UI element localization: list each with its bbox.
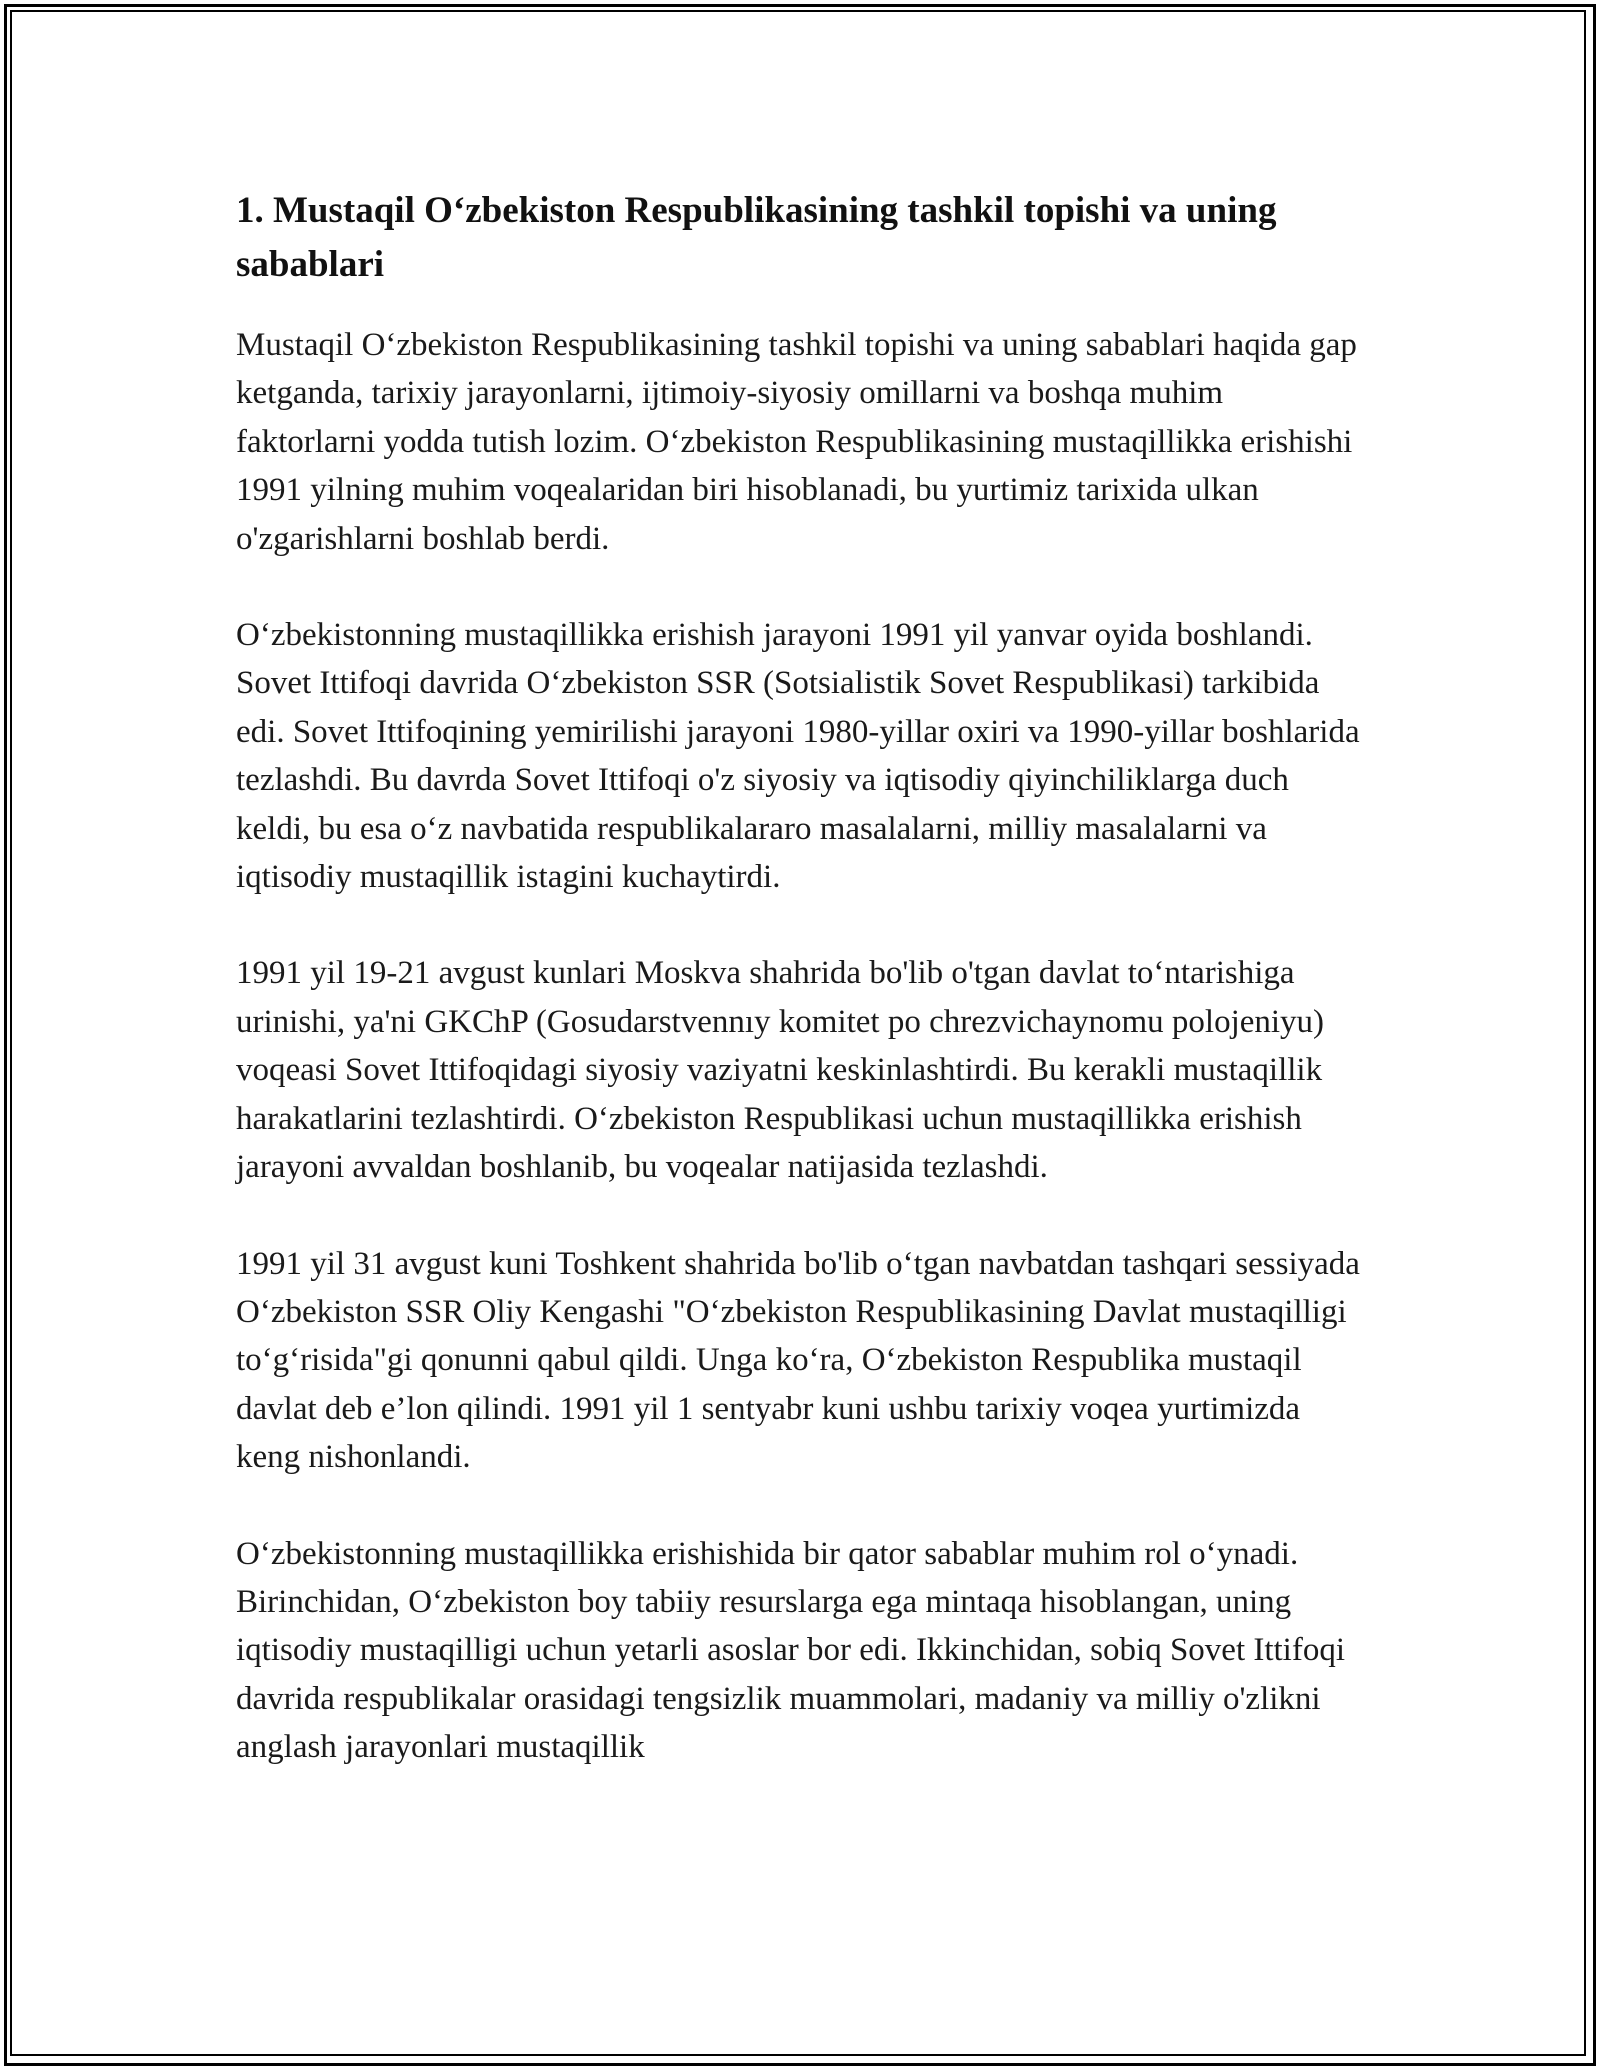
paragraph-independence-process: O‘zbekistonning mustaqillikka erishish jarayoni 1991 yil yanvar oyida boshlandi. Sovet Ittifoqi davrida O‘zbekiston SSR (Sotsialistik Sovet Respublikasi) tarkibida edi. Sovet Ittifoqining yemirilishi jarayoni 1980-yillar oxiri va 1990-yillar boshlarida tezlashdi. Bu davrda Sovet Ittifoqi o'z siyosiy va iqtisodiy qiyinchiliklarga duch keldi, bu esa o‘z navbatida respublikalararo masalalarni, milliy masalalarni va iqtisodiy mustaqillik istagini kuchaytirdi. bbox=[236, 617, 1360, 896]
document-body bbox=[236, 184, 1366, 1820]
paragraph-intro: Mustaqil O‘zbekiston Respublikasining tashkil topishi va uning sabablari haqida gap ketganda, tarixiy jarayonlarni, ijtimoiy-siyosiy omillarni va boshqa muhim faktorlarni yodda tutish lozim. O‘zbekiston Respublikasining mustaqillikka erishishi 1991 yilning muhim voqealaridan biri hisoblanadi, bu yurtimiz tarixida ulkan o'zgarishlarni boshlab berdi. bbox=[236, 327, 1357, 557]
paragraph-declaration: 1991 yil 31 avgust kuni Toshkent shahrida bo'lib o‘tgan navbatdan tashqari sessiyada O‘zbekiston SSR Oliy Kengashi "O‘zbekiston Respublikasining Davlat mustaqilligi to‘g‘risida"gi qonunni qabul qildi. Unga ko‘ra, O‘zbekiston Respublika mustaqil davlat deb e’lon qilindi. 1991 yil 1 sentyabr kuni ushbu tarixiy voqea yurtimizda keng nishonlandi. bbox=[236, 1245, 1360, 1476]
paragraph-august-coup: 1991 yil 19-21 avgust kunlari Moskva shahrida bo'lib o'tgan davlat to‘ntarishiga urinishi, ya'ni GKChP (Gosudarstvennıy komitet po chrezvichaynomu polojeniyu) voqeasi Sovet Ittifoqidagi siyosiy vaziyatni keskinlashtirdi. Bu kerakli mustaqillik harakatlarini tezlashtirdi. O‘zbekiston Respublikasi uchun mustaqillikka erishish jarayoni avvaldan boshlanib, bu voqealar natijasida tezlashdi. bbox=[236, 955, 1325, 1186]
paragraph-reasons: O‘zbekistonning mustaqillikka erishishida bir qator sabablar muhim rol o‘ynadi. Birinchidan, O‘zbekiston boy tabiiy resurslarga ega mintaqa hisoblangan, uning iqtisodiy mustaqilligi uchun yetarli asoslar bor edi. Ikkinchidan, sobiq Sovet Ittifoqi davrida respublikalar orasidagi tengsizlik muammolari, madaniy va milliy o'zlikni anglash jarayonlari mustaqillik bbox=[236, 1535, 1346, 1766]
page-title: 1. Mustaqil O‘zbekiston Respublikasining tashkil topishi va uning sabablari bbox=[236, 190, 1277, 285]
